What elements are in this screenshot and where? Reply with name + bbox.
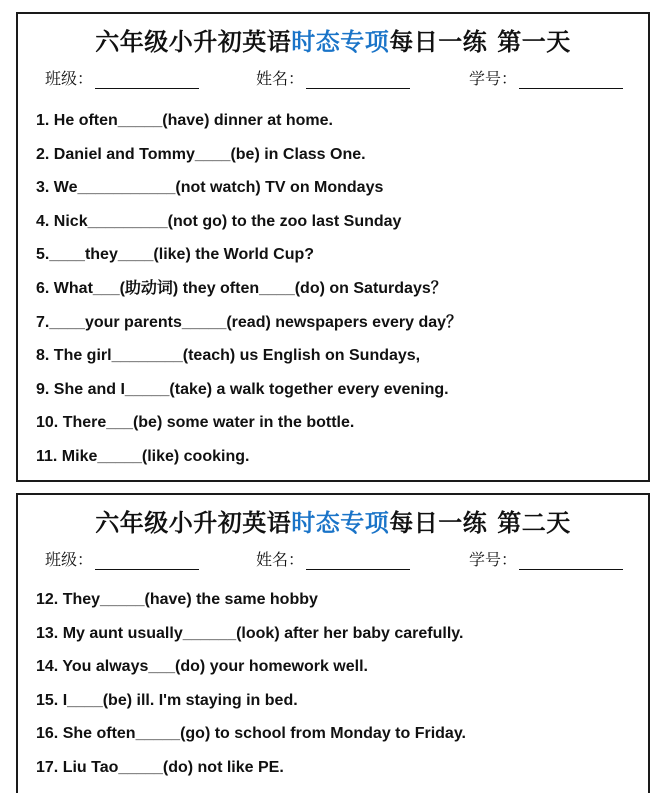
student-info-row (18, 545, 648, 571)
student-id-field (469, 547, 623, 570)
name-field (256, 66, 410, 89)
question-item: 5.____they____(like) the World Cup? (36, 246, 315, 264)
question-item: 15. I____(be) ill. I'm staying in bed. (36, 691, 298, 709)
question-item: 14. You always___(do) your homework well. (36, 658, 368, 676)
question-item: 2. Daniel and Tommy____(be) in Class One. (36, 145, 366, 163)
name-field (256, 547, 410, 570)
question-item: 7.____your parents_____(read) newspapers every day？ (36, 313, 463, 331)
title-accent: 时态专项 (291, 509, 390, 537)
title-suffix: 每日一练 (389, 28, 488, 56)
title-day: 第一天 (497, 28, 571, 56)
question-item: 11. Mike_____(like) cooking. (36, 447, 250, 465)
title-accent: 时态专项 (291, 28, 390, 56)
title-prefix: 六年级小升初英语 (95, 509, 292, 537)
student-id-blank (519, 551, 623, 570)
name-blank (306, 70, 410, 89)
student-id-label: 学号： (469, 550, 518, 569)
question-item: 9. She and I_____(take) a walk together every evening. (36, 380, 449, 398)
question-item: 16. She often_____(go) to school from Monday to Friday. (36, 725, 466, 743)
student-id-label: 学号： (469, 69, 518, 88)
question-item: 1. He often_____(have) dinner at home. (36, 112, 333, 129)
worksheet-day-1 (16, 12, 650, 482)
class-label: 班级： (45, 550, 94, 569)
title-suffix: 每日一练 (389, 509, 488, 537)
name-label: 姓名： (256, 69, 305, 88)
question-item: 10. There___(be) some water in the bottle. (36, 414, 355, 432)
class-label: 班级： (45, 69, 94, 88)
question-item: 8. The girl________(teach) us English on Sundays, (36, 347, 421, 365)
student-id-field (469, 66, 623, 89)
question-item: 6. What___(助动词) they often____(do) on Saturdays？ (36, 279, 447, 297)
class-blank (95, 70, 199, 89)
title-day: 第二天 (497, 509, 571, 537)
worksheet-title (18, 26, 648, 58)
name-blank (306, 551, 410, 570)
worksheet-day-2 (16, 493, 650, 793)
question-item: 13. My aunt usually______(look) after her baby carefully. (36, 624, 464, 642)
class-field (45, 66, 199, 89)
student-id-blank (519, 70, 623, 89)
class-blank (95, 551, 199, 570)
class-field (45, 547, 199, 570)
title-prefix: 六年级小升初英语 (95, 28, 292, 56)
name-label: 姓名： (256, 550, 305, 569)
question-item: 3. We___________(not watch) TV on Mondays (36, 179, 384, 197)
student-info-row (18, 64, 648, 90)
worksheet-title (18, 507, 648, 539)
question-list (18, 583, 648, 785)
question-item: 17. Liu Tao_____(do) not like PE. (36, 758, 284, 776)
question-item: 12. They_____(have) the same hobby (36, 591, 318, 608)
question-item: 4. Nick_________(not go) to the zoo last Sunday (36, 212, 402, 230)
question-list (18, 104, 648, 474)
